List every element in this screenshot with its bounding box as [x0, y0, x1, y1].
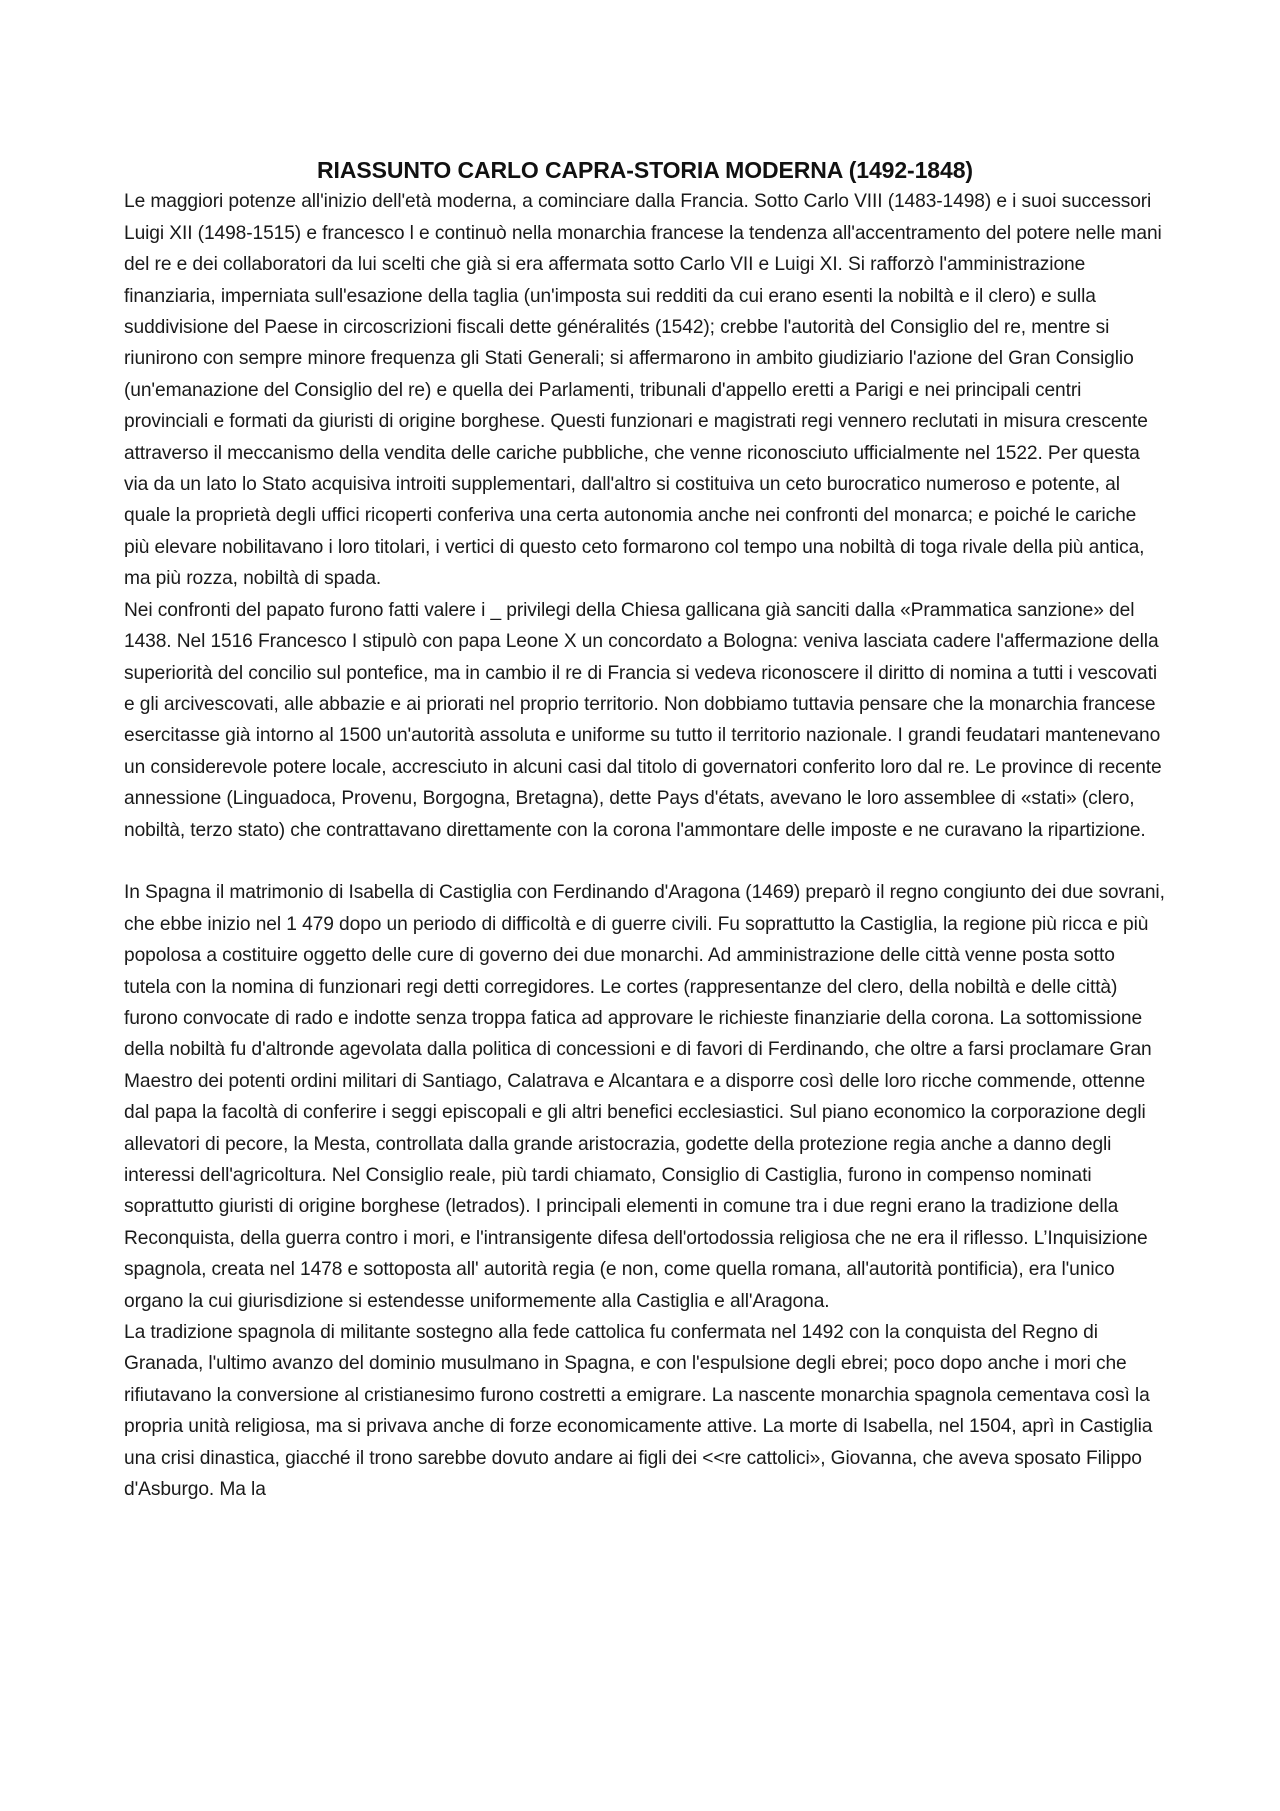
- paragraph-spacer: [124, 846, 1166, 877]
- document-title: RIASSUNTO CARLO CAPRA-STORIA MODERNA (1492-1848): [317, 157, 973, 183]
- paragraph-france: Le maggiori potenze all'inizio dell'età moderna, a cominciare dalla Francia. Sotto Carlo VIII (1483-1498) e i suoi successori Luigi XII (1498-1515) e francesco l e continuò nella monarchia francese la tendenza all'accentramento del potere nelle mani del re e dei collaboratori da lui scelti che già si era affermata sotto Carlo VII e Luigi XI. Si rafforzò l'amministrazione finanziaria, imperniata sull'esazione della taglia (un'imposta sui redditi da cui erano esenti la nobiltà e il clero) e sulla suddivisione del Paese in circoscrizioni fiscali dette généralités (1542); crebbe l'autorità del Consiglio del re, mentre si riunirono con sempre minore frequenza gli Stati Generali; si affermarono in ambito giudiziario l'azione del Gran Consiglio (un'emanazione del Consiglio del re) e quella dei Parlamenti, tribunali d'appello eretti a Parigi e nei principali centri provinciali e formati da giuristi di origine borghese. Questi funzionari e magistrati regi vennero reclutati in misura crescente attraverso il meccanismo della vendita delle cariche pubbliche, che venne riconosciuto ufficialmente nel 1522. Per questa via da un lato lo Stato acquisiva introiti supplementari, dall'altro si costituiva un ceto burocratico numeroso e potente, al quale la proprietà degli uffici ricoperti conferiva una certa autonomia anche nei confronti del monarca; e poiché le cariche più elevare nobilitavano i loro titolari, i vertici di questo ceto formarono col tempo una nobiltà di toga rivale della più antica, ma più rozza, nobiltà di spada.: [124, 191, 1162, 590]
- paragraph-spain: In Spagna il matrimonio di Isabella di Castiglia con Ferdinando d'Aragona (1469) preparò il regno congiunto dei due sovrani, che ebbe inizio nel 1 479 dopo un periodo di difficoltà e di guerre civili. Fu soprattutto la Castiglia, la regione più ricca e più popolosa a costituire oggetto delle cure di governo dei due monarchi. Ad amministrazione delle città venne posta sotto tutela con la nomina di funzionari regi detti corregidores. Le cortes (rappresentanze del clero, della nobiltà e delle città) furono convocate di rado e indotte senza troppa fatica ad approvare le richieste finanziarie della corona. La sottomissione della nobiltà fu d'altronde agevolata dalla politica di concessioni e di favori di Ferdinando, che oltre a farsi proclamare Gran Maestro dei potenti ordini militari di Santiago, Calatrava e Alcantara e a disporre così delle loro ricche commende, ottenne dal papa la facoltà di conferire i seggi episcopali e gli altri benefici ecclesiastici. Sul piano economico la corporazione degli allevatori di pecore, la Mesta, controllata dalla grande aristocrazia, godette della protezione regia anche a danno degli interessi dell'agricoltura. Nel Consiglio reale, più tardi chiamato, Consiglio di Castiglia, furono in compenso nominati soprattutto giuristi di origine borghese (letrados). I principali elementi in comune tra i due regni erano la tradizione della Reconquista, della guerra contro i mori, e l'intransigente difesa dell'ortodossia religiosa che ne era il riflesso. L’Inquisizione spagnola, creata nel 1478 e sottoposta all' autorità regia (e non, come quella romana, all'autorità pontificia), era l'unico organo la cui giurisdizione si estendesse uniformemente alla Castiglia e all'Aragona.: [124, 882, 1165, 1312]
- paragraph-papacy: Nei confronti del papato furono fatti valere i _ privilegi della Chiesa gallicana già sanciti dalla «Prammatica sanzione» del 1438. Nel 1516 Francesco I stipulò con papa Leone X un concordato a Bologna: veniva lasciata cadere l'affermazione della superiorità del concilio sul pontefice, ma in cambio il re di Francia si vedeva riconoscere il diritto di nomina a tutti i vescovati e gli arcivescovati, alle abbazie e ai priorati nel proprio territorio. Non dobbiamo tuttavia pensare che la monarchia francese esercitasse già intorno al 1500 un'autorità assoluta e uniforme su tutto il territorio nazionale. I grandi feudatari mantenevano un considerevole potere locale, accresciuto in alcuni casi dal titolo di governatori conferito loro dal re. Le province di recente annessione (Linguadoca, Provenu, Borgogna, Bretagna), dette Pays d'états, avevano le loro assemblee di «stati» (clero, nobiltà, terzo stato) che contrattavano direttamente con la corona l'ammontare delle imposte e ne curavano la ripartizione.: [124, 599, 1162, 841]
- document-body: [124, 155, 1166, 1505]
- paragraph-spanish-catholic-tradition: La tradizione spagnola di militante sostegno alla fede cattolica fu confermata nel 1492 con la conquista del Regno di Granada, l'ultimo avanzo del dominio musulmano in Spagna, e con l'espulsione degli ebrei; poco dopo anche i mori che rifiutavano la conversione al cristianesimo furono costretti a emigrare. La nascente monarchia spagnola cementava così la propria unità religiosa, ma si privava anche di forze economicamente attive. La morte di Isabella, nel 1504, aprì in Castiglia una crisi dinastica, giacché il trono sarebbe dovuto andare ai figli dei <<re cattolici», Giovanna, che aveva sposato Filippo d'Asburgo. Ma la: [124, 1322, 1153, 1501]
